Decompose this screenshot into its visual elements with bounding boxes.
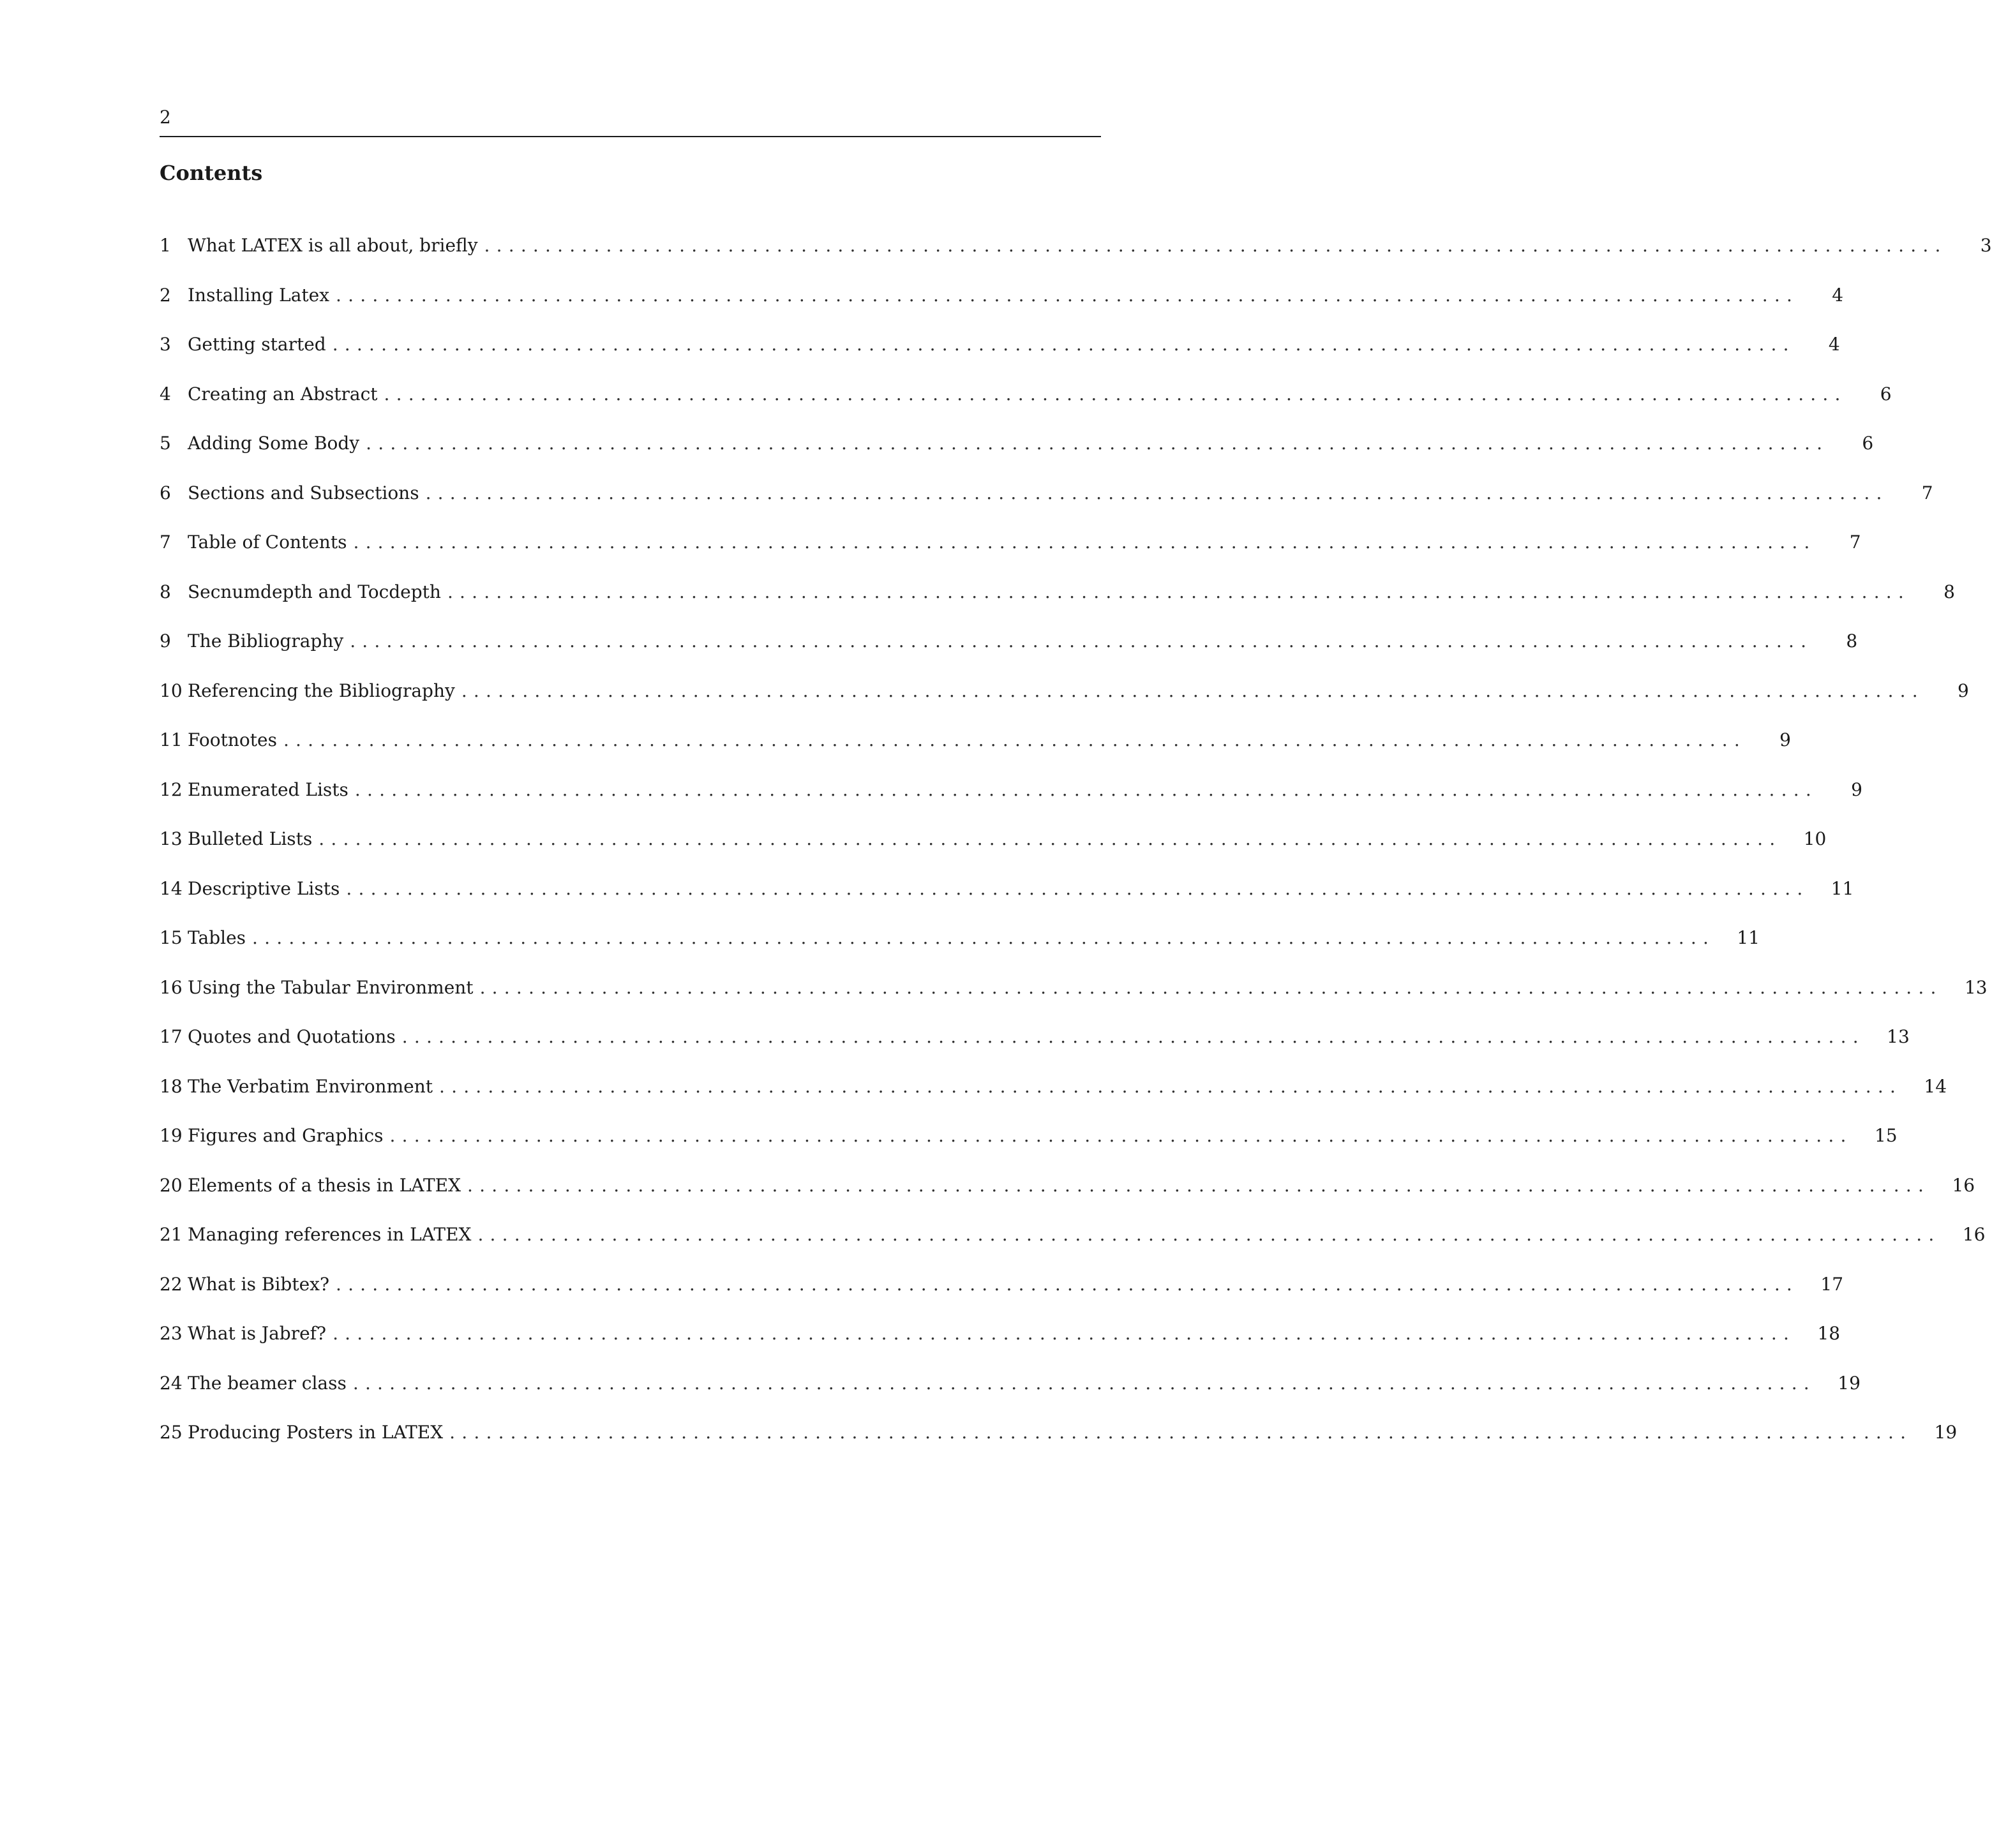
toc-entry-page: 15: [1874, 1125, 1898, 1146]
toc-entry-title[interactable]: Producing Posters in LATEX: [188, 1422, 444, 1443]
toc-entry[interactable]: [160, 1174, 1975, 1225]
toc-leader-dots: ........................................................................................................................: [461, 680, 1924, 701]
toc-entry-page: 7: [1849, 532, 1861, 553]
toc-entry-title[interactable]: What LATEX is all about, briefly: [188, 235, 478, 256]
toc-entry-page: 8: [1846, 630, 1858, 652]
toc-title: Contents: [160, 161, 263, 185]
toc-entry-number: 4: [160, 383, 171, 405]
toc-entry-title[interactable]: Sections and Subsections: [188, 482, 419, 503]
toc-entry-number: 8: [160, 581, 171, 602]
toc-leader-dots: ........................................................................................................................: [384, 383, 1847, 405]
toc-entry-number: 1: [160, 235, 171, 256]
toc-entry-page: 9: [1851, 779, 1862, 800]
toc-leader-dots: ........................................................................................................................: [449, 1422, 1913, 1443]
toc-entry-title[interactable]: Elements of a thesis in LATEX: [188, 1174, 461, 1196]
toc-entry-page: 7: [1921, 482, 1933, 503]
toc-entry-title[interactable]: Descriptive Lists: [188, 877, 340, 899]
toc-entry-title[interactable]: What is Bibtex?: [188, 1273, 329, 1295]
toc-entry-title[interactable]: Secnumdepth and Tocdepth: [188, 581, 441, 602]
toc-leader-dots: ........................................................................................................................: [366, 433, 1829, 454]
toc-entry-page: 10: [1803, 828, 1827, 849]
toc-entry-number: 24: [160, 1372, 183, 1394]
toc-entry-page: 14: [1924, 1075, 1947, 1097]
toc-entry[interactable]: [160, 482, 1933, 532]
toc-leader-dots: ........................................................................................................................: [346, 877, 1809, 899]
toc-leader-dots: ........................................................................................................................: [318, 828, 1782, 849]
toc-entry-number: 2: [160, 284, 171, 306]
toc-leader-dots: ........................................................................................................................: [389, 1125, 1853, 1146]
toc-list: [160, 235, 1992, 1472]
toc-entry-title[interactable]: Installing Latex: [188, 284, 330, 306]
toc-entry-title[interactable]: Bulleted Lists: [188, 828, 313, 849]
toc-entry-title[interactable]: Quotes and Quotations: [188, 1026, 396, 1047]
toc-entry-title[interactable]: Creating an Abstract: [188, 383, 378, 405]
toc-leader-dots: ........................................................................................................................: [484, 235, 1947, 256]
toc-entry-page: 11: [1737, 927, 1760, 948]
toc-entry[interactable]: [160, 630, 1858, 680]
toc-entry[interactable]: [160, 235, 1992, 285]
toc-entry[interactable]: [160, 729, 1791, 779]
toc-entry[interactable]: [160, 1026, 1910, 1076]
toc-entry-title[interactable]: Managing references in LATEX: [188, 1224, 472, 1245]
toc-entry[interactable]: [160, 877, 1854, 928]
toc-entry-number: 20: [160, 1174, 183, 1196]
toc-leader-dots: ........................................................................................................................: [477, 1224, 1941, 1245]
toc-entry-page: 18: [1817, 1323, 1841, 1344]
toc-entry-page: 13: [1887, 1026, 1910, 1047]
toc-leader-dots: ........................................................................................................................: [354, 779, 1818, 800]
toc-leader-dots: ........................................................................................................................: [252, 927, 1716, 948]
toc-entry[interactable]: [160, 581, 1955, 631]
toc-entry-page: 8: [1943, 581, 1955, 602]
toc-entry-number: 6: [160, 482, 171, 503]
toc-entry-page: 6: [1880, 383, 1892, 405]
toc-entry-number: 25: [160, 1422, 183, 1443]
toc-entry[interactable]: [160, 779, 1862, 829]
toc-entry-number: 11: [160, 729, 183, 750]
toc-leader-dots: ........................................................................................................................: [335, 1273, 1799, 1295]
toc-entry[interactable]: [160, 1125, 1898, 1175]
toc-entry-title[interactable]: Getting started: [188, 334, 326, 355]
toc-entry-number: 17: [160, 1026, 183, 1047]
toc-entry-number: 14: [160, 877, 183, 899]
toc-entry-title[interactable]: Footnotes: [188, 729, 277, 750]
toc-leader-dots: ........................................................................................................................: [353, 532, 1816, 553]
toc-leader-dots: ........................................................................................................................: [479, 976, 1943, 998]
toc-entry[interactable]: [160, 532, 1861, 581]
toc-entry[interactable]: [160, 334, 1840, 384]
toc-entry[interactable]: [160, 284, 1844, 334]
toc-entry-title[interactable]: What is Jabref?: [188, 1323, 327, 1344]
toc-leader-dots: ........................................................................................................................: [350, 630, 1813, 652]
toc-entry-page: 19: [1838, 1372, 1861, 1394]
toc-entry-number: 9: [160, 630, 171, 652]
toc-leader-dots: ........................................................................................................................: [332, 334, 1795, 355]
toc-entry-number: 5: [160, 433, 171, 454]
toc-entry-page: 9: [1779, 729, 1791, 750]
toc-entry-page: 6: [1862, 433, 1874, 454]
toc-entry-page: 19: [1934, 1422, 1958, 1443]
toc-entry-page: 9: [1958, 680, 1969, 701]
toc-leader-dots: ........................................................................................................................: [467, 1174, 1931, 1196]
toc-entry-number: 23: [160, 1323, 183, 1344]
toc-entry[interactable]: [160, 383, 1892, 433]
toc-entry-number: 19: [160, 1125, 183, 1146]
toc-entry[interactable]: [160, 1323, 1841, 1373]
header-rule: [160, 136, 1101, 137]
toc-entry-page: 3: [1980, 235, 1992, 256]
toc-entry-number: 15: [160, 927, 183, 948]
toc-leader-dots: ........................................................................................................................: [425, 482, 1889, 503]
toc-entry[interactable]: [160, 1422, 1958, 1472]
toc-entry-number: 3: [160, 334, 171, 355]
toc-leader-dots: ........................................................................................................................: [283, 729, 1746, 750]
toc-entry-page: 13: [1964, 976, 1988, 998]
toc-entry-title[interactable]: The Verbatim Environment: [188, 1075, 433, 1097]
toc-entry-page: 4: [1828, 334, 1840, 355]
toc-leader-dots: ........................................................................................................................: [336, 284, 1799, 306]
toc-entry-title[interactable]: Enumerated Lists: [188, 779, 348, 800]
toc-entry-title[interactable]: Figures and Graphics: [188, 1125, 384, 1146]
toc-entry[interactable]: [160, 1372, 1861, 1422]
toc-entry-title[interactable]: Table of Contents: [188, 532, 347, 553]
toc-leader-dots: ........................................................................................................................: [401, 1026, 1865, 1047]
toc-entry-number: 12: [160, 779, 183, 800]
toc-entry-title[interactable]: Tables: [188, 927, 246, 948]
toc-entry[interactable]: [160, 976, 1988, 1027]
toc-entry-number: 18: [160, 1075, 183, 1097]
toc-entry[interactable]: [160, 1224, 1986, 1274]
toc-leader-dots: ........................................................................................................................: [447, 581, 1910, 602]
toc-entry-number: 13: [160, 828, 183, 849]
toc-entry[interactable]: [160, 1075, 1947, 1126]
toc-entry[interactable]: [160, 433, 1874, 482]
toc-entry-title[interactable]: Referencing the Bibliography: [188, 680, 455, 701]
toc-entry-title[interactable]: The beamer class: [188, 1372, 347, 1394]
toc-entry-title[interactable]: Adding Some Body: [188, 433, 360, 454]
page-number: 2: [160, 107, 171, 128]
toc-leader-dots: ........................................................................................................................: [439, 1075, 1903, 1097]
toc-entry-number: 16: [160, 976, 183, 998]
toc-entry-number: 7: [160, 532, 171, 553]
toc-entry-page: 16: [1962, 1224, 1986, 1245]
toc-entry[interactable]: [160, 1273, 1844, 1323]
toc-entry-page: 4: [1832, 284, 1844, 306]
toc-leader-dots: ........................................................................................................................: [352, 1372, 1816, 1394]
toc-entry-page: 11: [1831, 877, 1854, 899]
toc-entry[interactable]: [160, 927, 1760, 977]
toc-entry-page: 17: [1820, 1273, 1844, 1295]
toc-entry-page: 16: [1952, 1174, 1975, 1196]
toc-entry-title[interactable]: Using the Tabular Environment: [188, 976, 474, 998]
toc-entry[interactable]: [160, 828, 1827, 878]
toc-entry-number: 22: [160, 1273, 183, 1295]
toc-entry[interactable]: [160, 680, 1969, 730]
toc-entry-number: 10: [160, 680, 183, 701]
toc-entry-number: 21: [160, 1224, 183, 1245]
toc-leader-dots: ........................................................................................................................: [333, 1323, 1796, 1344]
toc-entry-title[interactable]: The Bibliography: [188, 630, 344, 652]
